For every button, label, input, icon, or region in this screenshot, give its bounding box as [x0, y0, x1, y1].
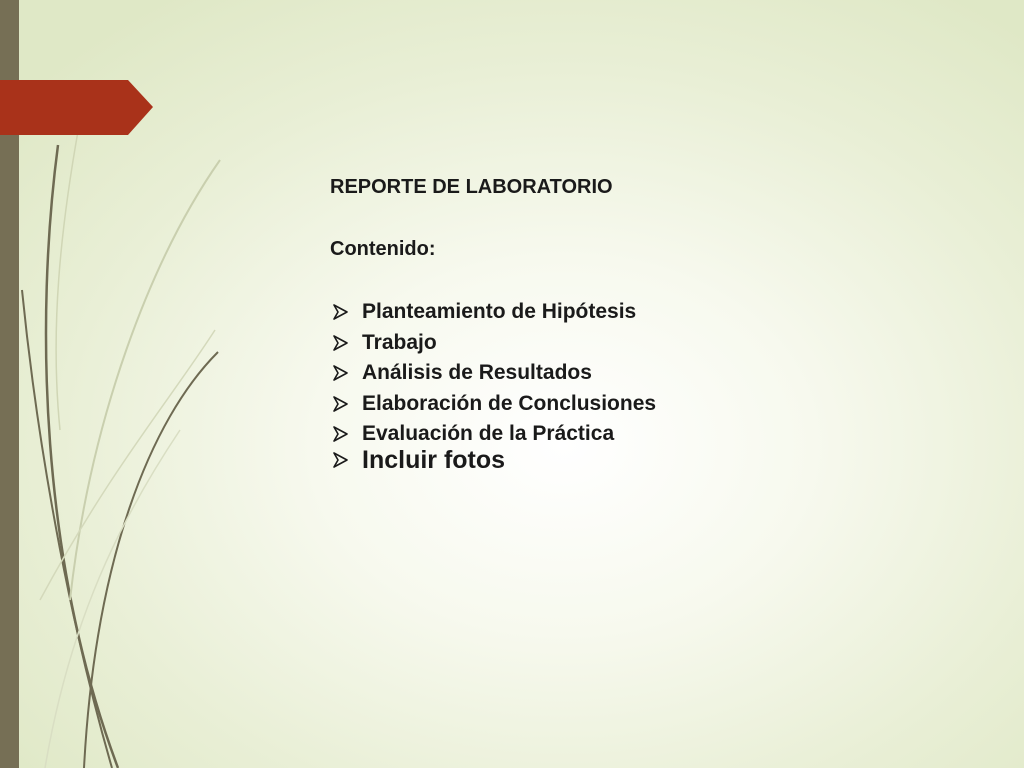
slide-title: REPORTE DE LABORATORIO [330, 176, 613, 198]
list-item [330, 445, 656, 479]
list-item [330, 359, 656, 390]
bullet-text: Evaluación de la Práctica [362, 422, 615, 445]
slide-subtitle: Contenido: [330, 238, 436, 260]
arrowhead-bullet-icon [332, 365, 348, 381]
bullet-text: Elaboración de Conclusiones [362, 391, 657, 415]
red-arrow-icon [0, 0, 160, 160]
bullet-text: Incluir fotos [362, 445, 506, 474]
arrowhead-bullet-icon [332, 304, 348, 320]
bullet-list [330, 298, 656, 479]
list-item [330, 298, 656, 329]
bullet-text: Análisis de Resultados [362, 361, 592, 384]
bullet-text: Planteamiento de Hipótesis [362, 300, 637, 323]
list-item [330, 329, 656, 360]
arrowhead-bullet-icon [332, 335, 348, 351]
arrowhead-bullet-icon [332, 426, 348, 442]
list-item [330, 390, 656, 421]
bullet-text: Trabajo [362, 330, 437, 354]
arrowhead-bullet-icon [332, 396, 348, 412]
arrowhead-bullet-icon [332, 452, 348, 468]
